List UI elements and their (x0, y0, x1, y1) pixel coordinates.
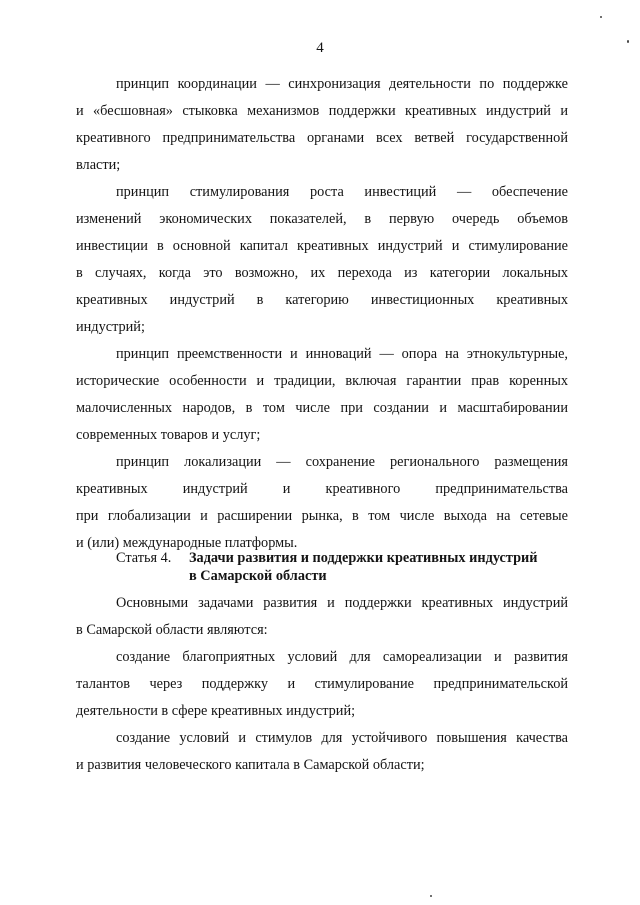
text-line: креативных индустрий в категорию инвестиционных креативных (76, 292, 568, 308)
text-line: и (или) международные платформы. (76, 535, 298, 551)
text-line: Основными задачами развития и поддержки креативных индустрий (116, 595, 568, 611)
article-label: Статья 4. (116, 550, 172, 566)
text-line: принцип координации — синхронизация деятельности по поддержке (116, 76, 568, 92)
text-line: создание благоприятных условий для самореализации и развития (116, 649, 568, 665)
text-line: принцип локализации — сохранение регионального размещения (116, 454, 568, 470)
scan-speck (430, 895, 432, 897)
text-line: при глобализации и расширении рынка, в том числе выхода на сетевые (76, 508, 568, 524)
text-line: креативного предпринимательства органами всех ветвей государственной (76, 130, 568, 146)
text-line: изменений экономических показателей, в первую очередь объемов (76, 211, 568, 227)
scan-speck (627, 40, 629, 43)
text-line: креативных индустрий и креативного предпринимательства (76, 481, 568, 497)
text-line: в Самарской области являются: (76, 622, 268, 638)
scan-speck (600, 16, 602, 18)
text-line: и развития человеческого капитала в Самарской области; (76, 757, 425, 773)
text-line: современных товаров и услуг; (76, 427, 261, 443)
text-line: малочисленных народов, в том числе при создании и масштабировании (76, 400, 568, 416)
article-title-line: в Самарской области (189, 568, 327, 584)
text-line: индустрий; (76, 319, 145, 335)
text-line: исторические особенности и традиции, включая гарантии прав коренных (76, 373, 568, 389)
text-line: и «бесшовная» стыковка механизмов поддержки креативных индустрий и (76, 103, 568, 119)
page-number: 4 (316, 40, 324, 56)
text-line: власти; (76, 157, 121, 173)
text-line: талантов через поддержку и стимулирование предпринимательской (76, 676, 568, 692)
article-title-line: Задачи развития и поддержки креативных индустрий (189, 550, 538, 566)
text-line: деятельности в сфере креативных индустрий; (76, 703, 356, 719)
text-line: инвестиции в основной капитал креативных индустрий и стимулирование (76, 238, 568, 254)
text-line: создание условий и стимулов для устойчивого повышения качества (116, 730, 568, 746)
text-line: в случаях, когда это возможно, их перехода из категории локальных (76, 265, 568, 281)
text-line: принцип преемственности и инноваций — опора на этнокультурные, (116, 346, 568, 362)
text-line: принцип стимулирования роста инвестиций — обеспечение (116, 184, 568, 200)
